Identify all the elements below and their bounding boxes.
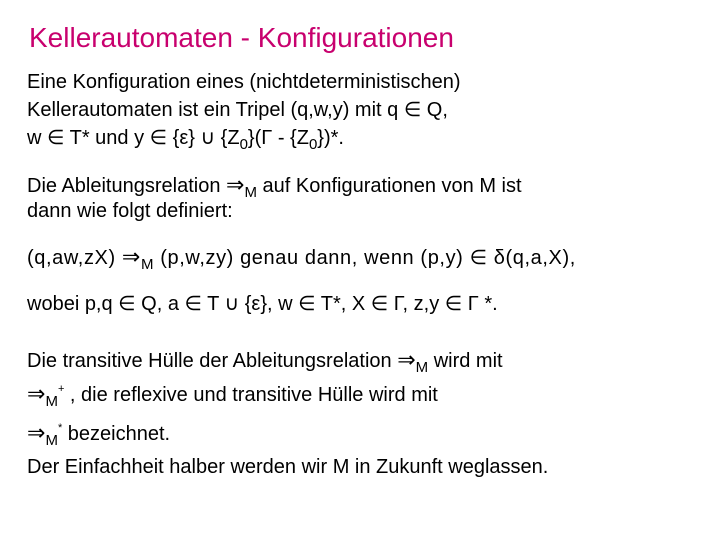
closure-line-4: Der Einfachheit halber werden wir M in Zukunft weglassen.: [27, 456, 549, 478]
derives-arrow-icon: ⇒: [27, 420, 46, 445]
derives-arrow-icon: ⇒: [121, 244, 141, 269]
subscript-m: M: [45, 432, 58, 449]
subscript-zero: 0: [239, 136, 248, 153]
closure-text: , die reflexive und transitive Hülle wird mit: [64, 384, 438, 406]
definition-text: }(Γ - {Z: [247, 127, 309, 149]
relation-line-1: [27, 172, 522, 199]
relation-text: auf Konfigurationen von M ist: [256, 175, 522, 197]
closure-text: bezeichnet.: [62, 423, 171, 445]
subscript-m: M: [244, 184, 257, 201]
where-clause: wobei p,q ∈ Q, a ∈ T ∪ {ε}, w ∈ T*, X ∈ Γ, z,y ∈ Γ *.: [27, 293, 498, 315]
subscript-m: M: [45, 393, 58, 410]
closure-line-2: [27, 381, 438, 408]
closure-line-1: [27, 347, 503, 374]
relation-text: Die Ableitungsrelation: [27, 175, 227, 197]
definition-text: })*.: [317, 127, 344, 149]
definition-line-2: Kellerautomaten ist ein Tripel (q,w,y) mit q ∈ Q,: [27, 99, 448, 121]
definition-line-3: [27, 125, 344, 151]
derives-arrow-icon: ⇒: [397, 347, 416, 372]
closure-text: Die transitive Hülle der Ableitungsrelation: [27, 350, 398, 372]
subscript-zero: 0: [308, 136, 318, 153]
closure-text: wird mit: [428, 350, 503, 372]
rule-text: (p,w,zy) genau dann, wenn (p,y) ∈ δ(q,a,X),: [154, 247, 576, 269]
closure-line-3: [27, 420, 170, 447]
derives-arrow-icon: ⇒: [226, 172, 245, 197]
relation-line-2: dann wie folgt definiert:: [27, 200, 233, 222]
subscript-m: M: [140, 256, 155, 273]
definition-text: w ∈ T* und y ∈ {ε} ∪ {Z: [27, 127, 240, 149]
definition-line-1: Eine Konfiguration eines (nichtdeterministischen): [27, 71, 461, 93]
rule-text: (q,aw,zX): [27, 247, 122, 269]
superscript-star: *: [57, 422, 63, 434]
subscript-m: M: [415, 359, 429, 376]
derives-arrow-icon: ⇒: [27, 381, 46, 406]
transition-rule: [27, 244, 576, 271]
superscript-plus: +: [57, 383, 65, 395]
slide-title: Kellerautomaten - Konfigurationen: [29, 22, 454, 53]
